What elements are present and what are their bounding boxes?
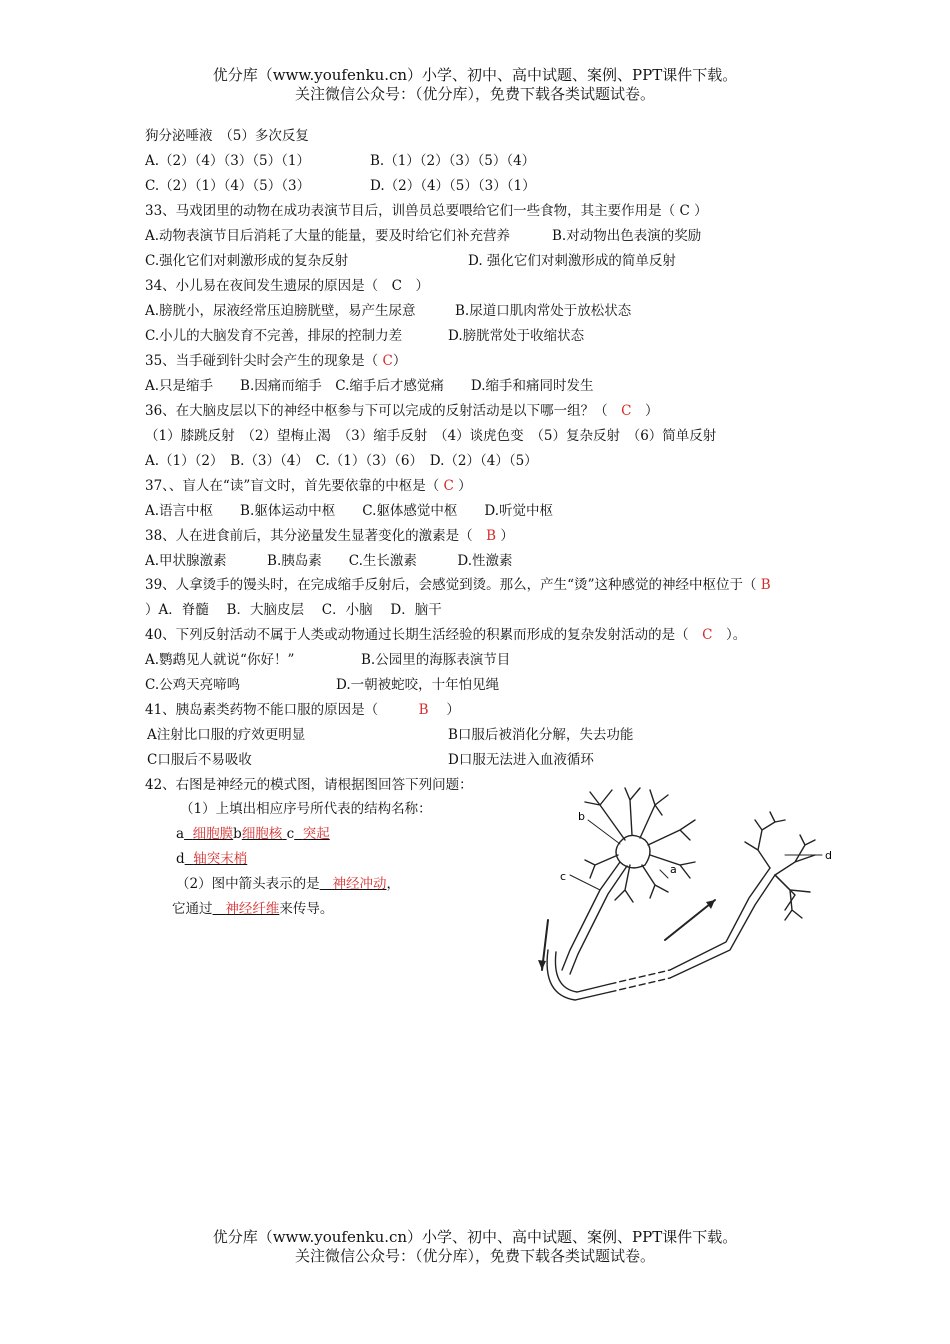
q39-options: ）A．脊髓 B．大脑皮层 C．小脑 D．脑干 (145, 602, 442, 618)
option-b: B.（1）（2）（3）（5）（4） (370, 153, 536, 169)
q33-option-b: B.对动物出色表演的奖励 (552, 228, 702, 244)
q34-option-c: C.小儿的大脑发育不完善，排尿的控制力差 (145, 328, 403, 344)
q40-option-b: B.公园里的海豚表演节目 (361, 652, 511, 668)
q34-option-a: A.膀胱小，尿液经常压迫膀胱壁，易产生尿意 (145, 303, 416, 319)
header-line-2: 关注微信公众号：（优分库），免费下载各类试题试卷。 (294, 85, 655, 103)
question-38: 38、人在进食前后，其分泌量发生显著变化的激素是（ B ） (145, 528, 514, 544)
question-35: 35、当手碰到针尖时会产生的现象是（ C） (145, 353, 407, 369)
text-line: 狗分泌唾液 （5）多次反复 (145, 128, 309, 144)
q42-part-2: （2）图中箭头表示的是 神经冲动， (176, 876, 400, 892)
q33-option-d: D. 强化它们对刺激形成的简单反射 (468, 253, 676, 269)
q34-option-b: B.尿道口肌肉常处于放松状态 (455, 303, 632, 319)
q41-option-d: D口服无法进入血液循环 (448, 752, 594, 768)
question-33: 33、马戏团里的动物在成功表演节目后，训兽员总要喂给它们一些食物，其主要作用是（ C ） (145, 203, 708, 219)
q42-answers-abc: a 细胞膜b细胞核 c 突起 (176, 826, 330, 842)
question-40: 40、下列反射活动不属于人类或动物通过长期生活经验的积累而形成的复杂发射活动的是（ C ）。 (145, 627, 747, 643)
question-39: 39、人拿烫手的馒头时，在完成缩手反射后，会感觉到烫。那么，产生“烫”这种感觉的神经中枢位于（ B (145, 577, 771, 593)
option-d: D.（2）（4）（5）（3）（1） (370, 178, 536, 194)
question-37: 37、、盲人在“读”盲文时，首先要依靠的中枢是（ C ） (145, 478, 472, 494)
q36-options: A.（1）（2） B.（3）（4） C.（1）（3）（6） D.（2）（4）（5） (145, 453, 538, 469)
answer: C (688, 627, 727, 643)
answer: C (439, 478, 459, 494)
label-d: d (825, 849, 832, 862)
q40-option-d: D.一朝被蛇咬，十年怕见绳 (336, 677, 500, 693)
answer-impulse: 神经冲动 (332, 876, 387, 892)
option-c: C.（2）（1）（4）（5）（3） (145, 178, 311, 194)
label-a: a (670, 863, 677, 876)
answer: C (607, 403, 646, 419)
question-34: 34、小儿易在夜间发生遗尿的原因是（ C ） (145, 278, 430, 294)
answer-a: 细胞膜 (192, 826, 234, 842)
answer: C (378, 353, 393, 369)
q33-option-c: C.强化它们对刺激形成的复杂反射 (145, 253, 349, 269)
answer-c: 突起 (302, 826, 330, 842)
q41-option-a: A注射比口服的疗效更明显 (147, 727, 306, 743)
q42-part-1: （1）上填出相应序号所代表的结构名称： (180, 801, 432, 817)
answer-d: 轴突末梢 (193, 851, 248, 867)
answer: B (472, 528, 497, 544)
q35-options: A.只是缩手 B.因痛而缩手 C.缩手后才感觉痛 D.缩手和痛同时发生 (145, 378, 594, 394)
q42-part-3: 它通过 神经纤维来传导。 (172, 901, 334, 917)
answer-fiber: 神经纤维 (225, 901, 280, 917)
q41-option-c: C口服后不易吸收 (147, 752, 252, 768)
footer-line-2: 关注微信公众号：（优分库），免费下载各类试题试卷。 (294, 1247, 655, 1265)
answer: B (378, 702, 429, 718)
question-36: 36、在大脑皮层以下的神经中枢参与下可以完成的反射活动是以下哪一组？（ C ） (145, 403, 659, 419)
q38-options: A.甲状腺激素 B.胰岛素 C.生长激素 D.性激素 (145, 553, 513, 569)
footer-line-1: 优分库（www.youfenku.cn）小学、初中、高中试题、案例、PPT课件下载。 (212, 1228, 738, 1246)
question-41: 41、胰岛素类药物不能口服的原因是（ B ） (145, 702, 460, 718)
header-line-1: 优分库（www.youfenku.cn）小学、初中、高中试题、案例、PPT课件下载。 (212, 66, 738, 84)
answer-b: 细胞核 (241, 826, 283, 842)
option-a: A.（2）（4）（3）（5）（1） (145, 153, 310, 169)
q36-items: （1）膝跳反射 （2）望梅止渴 （3）缩手反射 （4）谈虎色变 （5）复杂反射 （6）简单反射 (145, 428, 717, 444)
q42-answer-d: d 轴突末梢 (176, 851, 248, 867)
q37-options: A.语言中枢 B.躯体运动中枢 C.躯体感觉中枢 D.听觉中枢 (145, 503, 554, 519)
label-b: b (578, 810, 585, 823)
neuron-diagram (530, 780, 840, 1010)
answer: B (756, 577, 771, 593)
q41-option-b: B口服后被消化分解，失去功能 (448, 727, 634, 743)
q40-option-c: C.公鸡天亮啼鸣 (145, 677, 241, 693)
q40-option-a: A.鹦鹉见人就说“你好！” (145, 652, 295, 668)
q33-option-a: A.动物表演节目后消耗了大量的能量，要及时给它们补充营养 (145, 228, 511, 244)
label-c: c (560, 870, 567, 883)
question-42: 42、右图是神经元的模式图，请根据图回答下列问题： (145, 777, 473, 793)
q34-option-d: D.膀胱常处于收缩状态 (448, 328, 585, 344)
